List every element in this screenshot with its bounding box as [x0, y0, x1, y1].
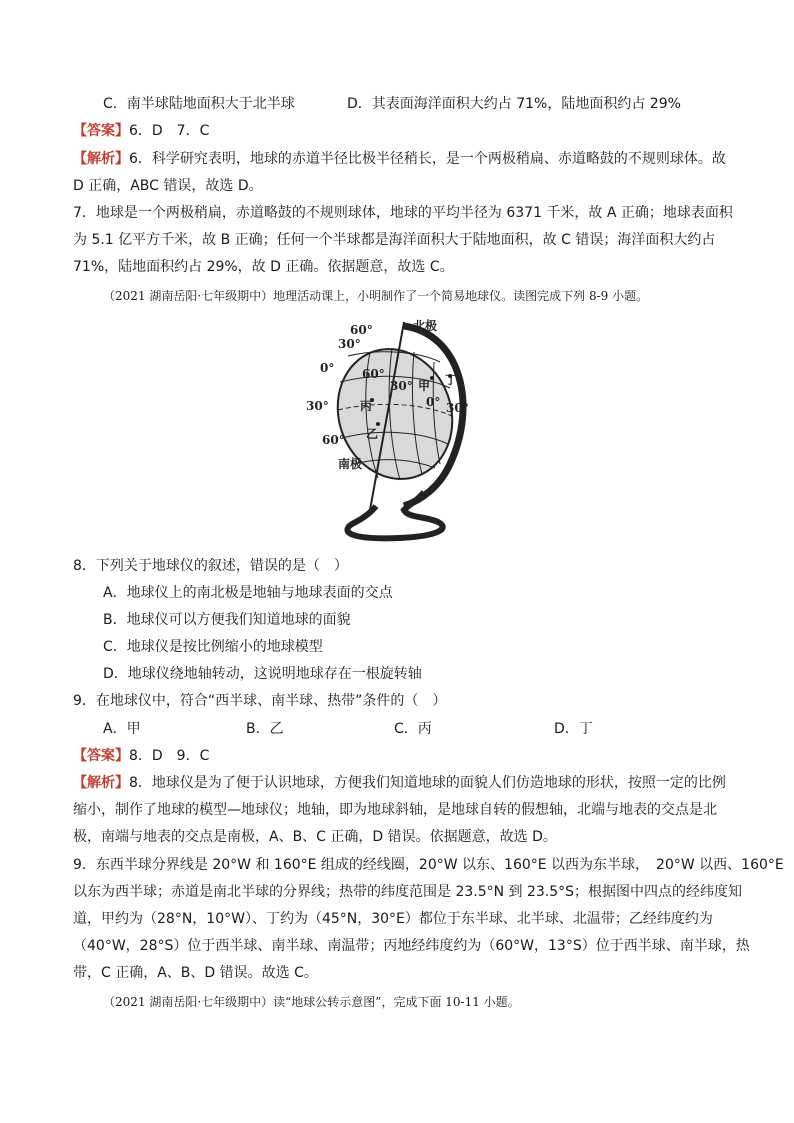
analysis-line: 为 5.1 亿平方千米，故 B 正确；任何一个半球都是海洋面积大于陆地面积，故 C 错误；海洋面积大约占: [73, 232, 716, 248]
option-c-prev: C．南半球陆地面积大于北半球: [103, 96, 295, 112]
answer-text: 8．D 9．C: [129, 748, 210, 764]
q8-option-b: B．地球仪可以方便我们知道地球的面貌: [103, 612, 351, 628]
question-9-stem: 9．在地球仪中，符合“西半球、南半球、热带”条件的（ ）: [73, 693, 447, 709]
q8-option-d: D．地球仪绕地轴转动，这说明地球存在一根旋转轴: [103, 666, 422, 682]
answer-text: 6．D 7．C: [129, 123, 210, 139]
point-jia: 甲: [418, 379, 431, 393]
south-pole-label: 南极: [338, 457, 363, 471]
analysis-tag: 【解析】: [73, 151, 129, 167]
lat-label: 30°: [306, 399, 329, 413]
analysis-line: 7．地球是一个两极稍扁，赤道略鼓的不规则球体，地球的平均半径为 6371 千米，故 A 正确；地球表面积: [73, 205, 733, 221]
analysis-line: 道，甲约为（28°N，10°W）、丁约为（45°N，30°E）都位于东半球、北半球、北温带；乙经纬度约为: [73, 911, 713, 927]
lat-label: 30°: [338, 337, 361, 351]
analysis-line: 9．东西半球分界线是 20°W 和 160°E 组成的经线圈，20°W 以东、160°E 以西为东半球， 20°W 以西、160°E: [73, 857, 784, 873]
analysis-line: 缩小，制作了地球的模型—地球仪；地轴，即为地球斜轴，是地球自转的假想轴，北端与地表的交点是北: [73, 802, 717, 818]
answer-6-7: [73, 121, 723, 141]
inner-label: 30°: [446, 401, 469, 415]
point-dot: [376, 422, 380, 426]
q9-option-a: A．甲: [103, 721, 141, 737]
globe-figure: [300, 314, 500, 544]
q9-option-b: B．乙: [246, 721, 284, 737]
inner-label: 60°: [362, 367, 385, 381]
q8-option-c: C．地球仪是按比例缩小的地球模型: [103, 639, 323, 655]
answer-tag: 【答案】: [73, 123, 129, 139]
analysis-line: 以东为西半球；赤道是南北半球的分界线；热带的纬度范围是 23.5°N 到 23.5°S；根据图中四点的经纬度知: [73, 884, 743, 900]
point-yi: 乙: [366, 427, 379, 441]
inner-label: 30°: [390, 379, 413, 393]
analysis-line: 71%，陆地面积约占 29%，故 D 正确。依据题意，故选 C。: [73, 259, 454, 275]
lat-label: 60°: [322, 433, 345, 447]
globe-base: [347, 492, 442, 538]
option-d-prev: D．其表面海洋面积大约占 71%，陆地面积约占 29%: [347, 96, 681, 112]
q9-option-d: D．丁: [554, 721, 593, 737]
analysis-line: [73, 773, 726, 793]
lat-label: 0°: [320, 361, 335, 375]
analysis-line: 极，南端与地表的交点是南极，A、B、C 正确，D 错误。依据题意，故选 D。: [73, 829, 557, 845]
analysis-line: D 正确，ABC 错误，故选 D。: [73, 178, 263, 194]
point-ding: 丁: [445, 373, 458, 387]
question-8-stem: 8．下列关于地球仪的叙述，错误的是（ ）: [73, 558, 348, 574]
analysis-line: 带，C 正确，A、B、D 错误。故选 C。: [73, 965, 318, 981]
point-bing: 丙: [360, 399, 373, 413]
point-dot: [430, 376, 434, 380]
answer-8-9: [73, 746, 723, 766]
inner-label: 0°: [426, 395, 441, 409]
question-intro: （2021 湖南岳阳·七年级期中）读“地球公转示意图”，完成下面 10-11 小题。: [103, 995, 520, 1009]
north-pole-label: 北极: [413, 319, 438, 333]
q8-option-a: A．地球仪上的南北极是地轴与地球表面的交点: [103, 585, 393, 601]
analysis-tag: 【解析】: [73, 775, 129, 791]
analysis-line: （40°W，28°S）位于西半球、南半球、南温带；丙地经纬度约为（60°W，13°S）位于西半球、南半球，热: [73, 938, 750, 954]
lat-label: 60°: [350, 323, 373, 337]
question-intro: （2021 湖南岳阳·七年级期中）地理活动课上，小明制作了一个简易地球仪。读图完成下列 8-9 小题。: [103, 289, 649, 303]
answer-tag: 【答案】: [73, 748, 129, 764]
analysis-text: 6．科学研究表明，地球的赤道半径比极半径稍长，是一个两极稍扁、赤道略鼓的不规则球体。故: [129, 151, 726, 167]
q9-option-c: C．丙: [394, 721, 432, 737]
analysis-text: 8．地球仪是为了便于认识地球，方便我们知道地球的面貌人们仿造地球的形状，按照一定的比例: [129, 775, 726, 791]
analysis-line: [73, 149, 726, 169]
